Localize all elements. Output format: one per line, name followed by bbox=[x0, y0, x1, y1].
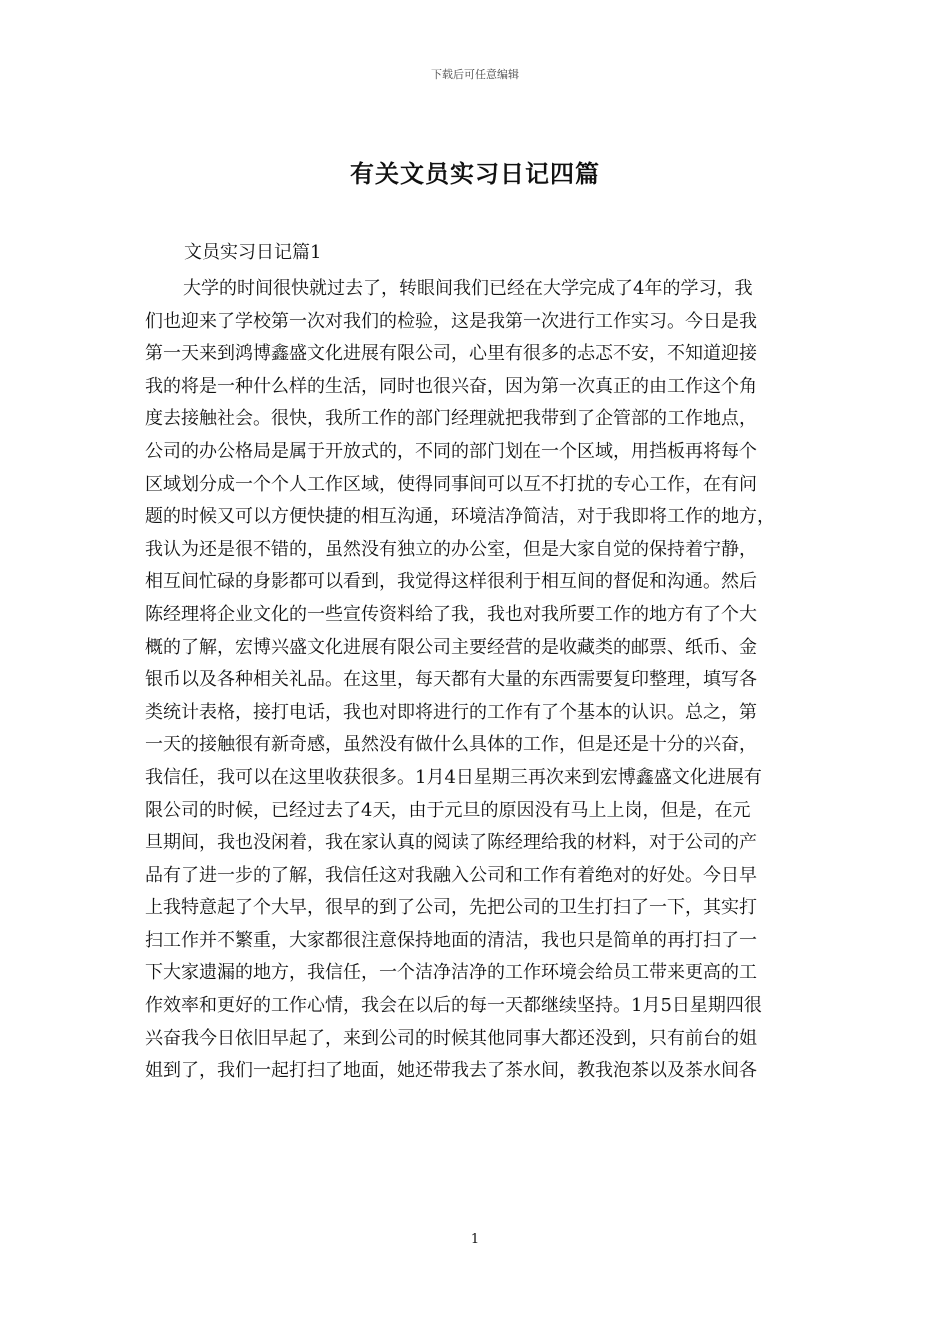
header-note: 下载后可任意编辑 bbox=[431, 68, 519, 81]
body-line: 大学的时间很快就过去了，转眼间我们已经在大学完成了4年的学习，我 bbox=[183, 278, 753, 299]
section-heading: 文员实习日记篇1 bbox=[184, 242, 322, 263]
document-title: 有关文员实习日记四篇 bbox=[350, 159, 600, 188]
page-number: 1 bbox=[470, 1232, 480, 1247]
body-line: 扫工作并不繁重，大家都很注意保持地面的清洁，我也只是简单的再打扫了一 bbox=[145, 929, 757, 951]
body-line: 旦期间，我也没闲着，我在家认真的阅读了陈经理给我的材料，对于公司的产 bbox=[145, 832, 757, 854]
body-line: 公司的办公格局是属于开放式的，不同的部门划在一个区域，用挡板再将每个 bbox=[145, 440, 757, 462]
body-line: 作效率和更好的工作心情，我会在以后的每一天都继续坚持。1月5日星期四很 bbox=[145, 995, 762, 1017]
body-line: 陈经理将企业文化的一些宣传资料给了我，我也对我所要工作的地方有了个大 bbox=[145, 603, 757, 625]
body-line: 区域划分成一个个人工作区域，使得同事间可以互不打扰的专心工作，在有问 bbox=[145, 473, 757, 495]
body-line: 下大家遗漏的地方，我信任，一个洁净洁净的工作环境会给员工带来更高的工 bbox=[145, 962, 757, 984]
body-line: 姐到了，我们一起打扫了地面，她还带我去了茶水间，教我泡茶以及茶水间各 bbox=[145, 1060, 757, 1082]
body-line: 上我特意起了个大早，很早的到了公司，先把公司的卫生打扫了一下，其实打 bbox=[145, 897, 757, 919]
body-line: 银币以及各种相关礼品。在这里，每天都有大量的东西需要复印整理，填写各 bbox=[145, 669, 757, 691]
body-line: 概的了解，宏博兴盛文化进展有限公司主要经营的是收藏类的邮票、纸币、金 bbox=[145, 636, 757, 658]
body-line: 们也迎来了学校第一次对我们的检验，这是我第一次进行工作实习。今日是我 bbox=[145, 310, 757, 332]
body-line: 限公司的时候，已经过去了4天，由于元旦的原因没有马上上岗，但是，在元 bbox=[145, 799, 751, 821]
body-line: 题的时候又可以方便快捷的相互沟通，环境洁净简洁，对于我即将工作的地方， bbox=[145, 506, 775, 528]
body-line: 我的将是一种什么样的生活，同时也很兴奋，因为第一次真正的由工作这个角 bbox=[145, 375, 757, 397]
body-line: 兴奋我今日依旧早起了，来到公司的时候其他同事大都还没到，只有前台的姐 bbox=[145, 1027, 757, 1049]
body-line: 第一天来到鸿博鑫盛文化进展有限公司，心里有很多的忐忑不安，不知道迎接 bbox=[145, 343, 757, 365]
body-line: 品有了进一步的了解，我信任这对我融入公司和工作有着绝对的好处。今日早 bbox=[145, 864, 757, 886]
body-line: 类统计表格，接打电话，我也对即将进行的工作有了个基本的认识。总之，第 bbox=[145, 701, 757, 723]
body-line: 度去接触社会。很快，我所工作的部门经理就把我带到了企管部的工作地点， bbox=[145, 408, 757, 430]
body-line: 我认为还是很不错的，虽然没有独立的办公室，但是大家自觉的保持着宁静， bbox=[145, 538, 757, 560]
body-line: 相互间忙碌的身影都可以看到，我觉得这样很利于相互间的督促和沟通。然后 bbox=[145, 571, 757, 593]
body-text bbox=[145, 273, 810, 1088]
body-line: 我信任，我可以在这里收获很多。1月4日星期三再次来到宏博鑫盛文化进展有 bbox=[145, 766, 762, 788]
body-line: 一天的接触很有新奇感，虽然没有做什么具体的工作，但是还是十分的兴奋， bbox=[145, 734, 757, 756]
